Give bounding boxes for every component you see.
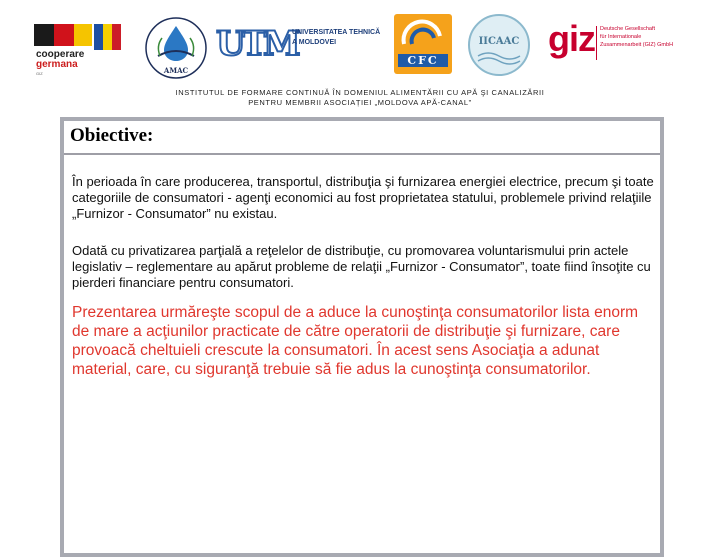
giz-separator xyxy=(596,26,597,60)
moldova-flag-icon xyxy=(94,24,121,50)
utm-name-line1: UNIVERSITATEA TEHNICĂ xyxy=(292,29,381,36)
giz-name-line3: Zusammenarbeit (GIZ) GmbH xyxy=(600,42,674,48)
paragraph-1: În perioada în care producerea, transportul, distribuţia şi furnizarea energiei electrice, precum şi toate categoriile de consumatori - agenţi economici au fost proprietatea statului, problemele privind relaţiile „Furnizor - Consumator” nu existau. xyxy=(72,174,654,221)
germana-label: germana xyxy=(36,59,78,70)
giz-word: giz xyxy=(548,18,595,59)
panel-title: Obiective: xyxy=(64,121,660,155)
amac-label: AMAC xyxy=(163,66,189,75)
utm-name-line2: A MOLDOVEI xyxy=(292,39,337,46)
cfc-logo xyxy=(394,14,452,74)
cooperare-small-label: GIZ xyxy=(36,71,43,76)
iicaac-logo xyxy=(468,14,530,76)
institute-line1: INSTITUTUL DE FORMARE CONTINUĂ ÎN DOMENIUL ALIMENTĂRII CU APĂ ŞI CANALIZĂRII xyxy=(175,88,545,97)
german-flag-icon xyxy=(34,24,92,46)
content-panel xyxy=(60,117,664,557)
paragraph-3-highlight: Prezentarea urmăreşte scopul de a aduce la cunoştinţa consumatorilor lista enorm de mare a acţiunilor practicate de către operatorii de distribuţie şi furnizare, care provoacă cheltuieli crescute la consumatori. În acest sens Asociaţia a adunat material, care, cu siguranţă trebuie să fie adus la cunoştinţa consumatorilor. xyxy=(72,304,639,378)
giz-logo xyxy=(548,18,688,68)
institute-line2: PENTRU MEMBRII ASOCIAȚIEI „MOLDOVA APĂ-CANAL” xyxy=(248,98,472,107)
giz-name-line1: Deutsche Gesellschaft xyxy=(600,26,656,32)
logo-bar xyxy=(0,0,720,86)
giz-name-line2: für Internationale xyxy=(600,34,642,40)
iicaac-label: IICAAC xyxy=(478,36,520,47)
cfc-label: CFC xyxy=(398,54,448,67)
cfc-wave-icon xyxy=(394,14,452,54)
utm-letters: UTM xyxy=(216,24,297,64)
amac-logo xyxy=(144,16,208,82)
paragraph-2: Odată cu privatizarea parţială a reţelelor de distribuţie, cu promovarea voluntarismului prin actele legislativ – reglementare au apărut probleme de relaţii „Furnizor - Consumator”, toate fiind însoţite cu pierderi financiare pentru consumatori. xyxy=(72,243,651,290)
cooperare-label: cooperare xyxy=(36,49,85,60)
cooperare-germana-logo xyxy=(34,24,126,80)
utm-logo xyxy=(212,18,381,68)
institute-header xyxy=(80,88,640,108)
